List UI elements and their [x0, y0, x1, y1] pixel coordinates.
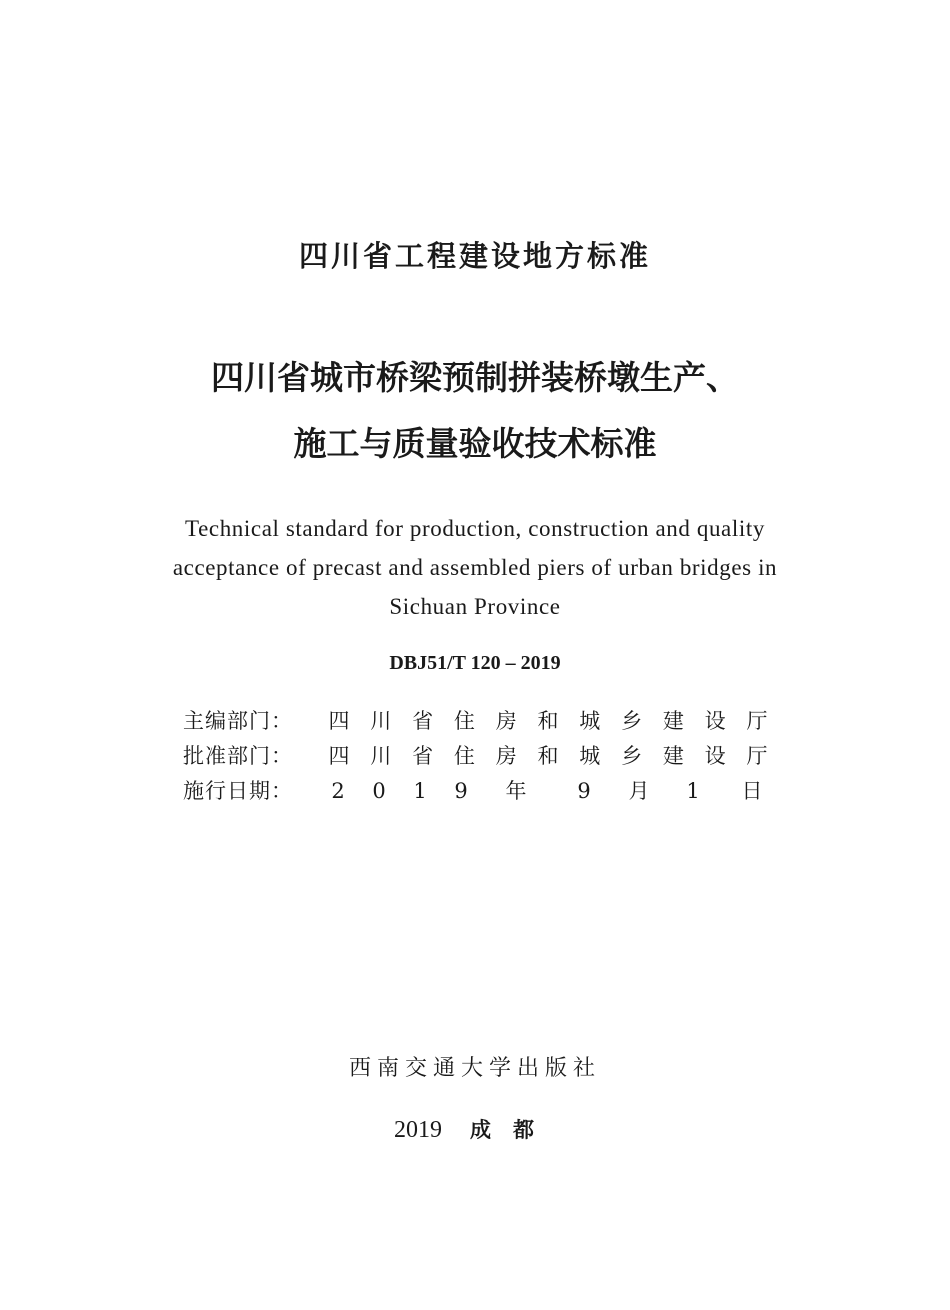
date-part: 0	[372, 779, 386, 803]
approver-row	[183, 739, 783, 773]
date-part: 2	[331, 779, 345, 803]
date-part: 1	[686, 779, 700, 803]
approver-char: 住	[453, 744, 475, 768]
editor-value	[328, 704, 768, 738]
chinese-title-line-1: 四川省城市桥梁预制拼装桥墩生产、	[211, 358, 739, 397]
approver-char: 建	[662, 744, 684, 768]
approver-char: 厅	[746, 744, 768, 768]
approver-char: 城	[579, 744, 601, 768]
approver-char: 川	[370, 744, 392, 768]
editor-label: 主编部门：	[183, 709, 293, 733]
approver-char: 四	[328, 744, 350, 768]
editor-char: 建	[662, 709, 684, 733]
series-title: 四川省工程建设地方标准	[298, 239, 651, 273]
approver-value	[328, 739, 768, 773]
editor-char: 和	[537, 709, 559, 733]
date-part: 1	[413, 779, 427, 803]
imprint	[0, 1113, 950, 1147]
approver-char: 乡	[621, 744, 643, 768]
effective-date-label: 施行日期：	[183, 779, 293, 803]
date-part: 日	[741, 779, 763, 803]
english-title-line-2: acceptance of precast and assembled piers of urban bridges in	[172, 555, 778, 580]
effective-date-row	[183, 774, 783, 808]
standard-code: DBJ51/T 120 – 2019	[389, 652, 561, 674]
approver-char: 设	[704, 744, 726, 768]
english-title-line-1: Technical standard for production, construction and quality	[185, 516, 765, 541]
english-title-line-3: Sichuan Province	[389, 594, 561, 619]
approver-char: 房	[495, 744, 517, 768]
editor-char: 川	[370, 709, 392, 733]
date-part: 9	[454, 779, 468, 803]
editor-char: 城	[579, 709, 601, 733]
date-part: 月	[628, 779, 650, 803]
editor-char: 乡	[621, 709, 643, 733]
approver-char: 和	[537, 744, 559, 768]
editor-char: 住	[453, 709, 475, 733]
chinese-title-line-2: 施工与质量验收技术标准	[293, 424, 657, 463]
date-part: 年	[505, 779, 527, 803]
editor-char: 设	[704, 709, 726, 733]
editor-row	[183, 704, 783, 738]
publisher: 西南交通大学出版社	[348, 1056, 601, 1081]
editor-char: 厅	[746, 709, 768, 733]
date-part: 9	[577, 779, 591, 803]
editor-char: 省	[412, 709, 434, 733]
approver-label: 批准部门：	[183, 744, 293, 768]
approver-char: 省	[412, 744, 434, 768]
editor-char: 四	[328, 709, 350, 733]
imprint-year: 2019	[394, 1117, 442, 1143]
editor-char: 房	[495, 709, 517, 733]
imprint-city: 成都	[470, 1118, 556, 1142]
